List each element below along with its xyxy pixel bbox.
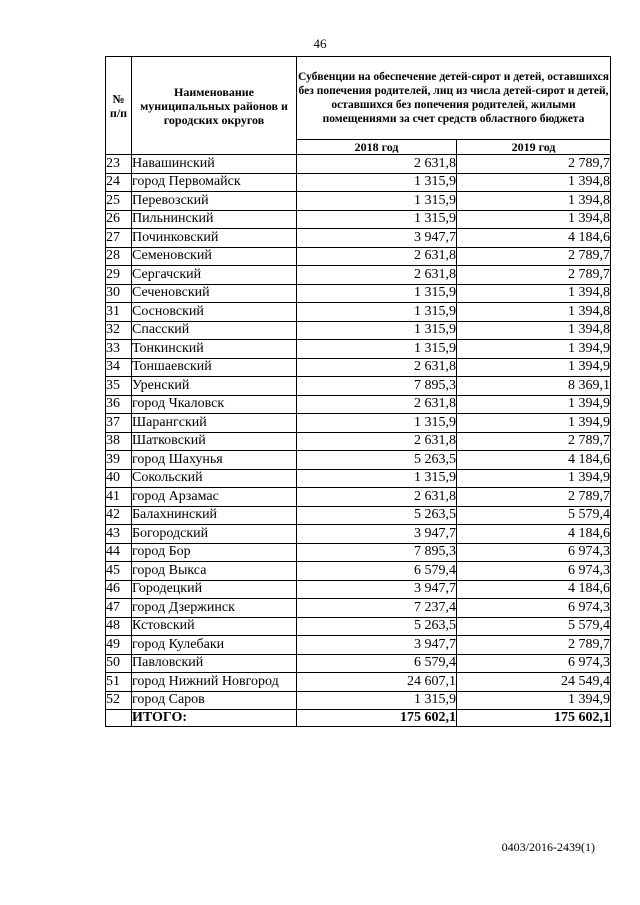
row-num: 23: [106, 155, 132, 174]
row-value-2018: 1 315,9: [297, 192, 457, 211]
row-num: 35: [106, 377, 132, 396]
table-row: [106, 358, 611, 377]
row-name: город Арзамас: [132, 488, 297, 507]
total-label: ИТОГО:: [132, 710, 297, 727]
row-num: 29: [106, 266, 132, 285]
row-value-2018: 3 947,7: [297, 636, 457, 655]
row-value-2019: 2 789,7: [457, 488, 611, 507]
row-name: город Шахунья: [132, 451, 297, 470]
row-name: Павловский: [132, 654, 297, 673]
header-year-2019: 2019 год: [457, 140, 611, 155]
table-row: [106, 155, 611, 174]
row-value-2019: 2 789,7: [457, 636, 611, 655]
row-value-2018: 1 315,9: [297, 173, 457, 192]
table-row: [106, 488, 611, 507]
row-num: 27: [106, 229, 132, 248]
row-value-2018: 1 315,9: [297, 210, 457, 229]
row-name: Сосновский: [132, 303, 297, 322]
row-name: город Кулебаки: [132, 636, 297, 655]
row-name: Городецкий: [132, 580, 297, 599]
row-value-2019: 1 394,8: [457, 284, 611, 303]
header-subsidy: Субвенции на обеспечение детей-сирот и детей, оставшихся без попечения родителей, лиц из числа детей-сирот и детей, оставшихся без попечения родителей, жилыми помещениями за счет средств областного бюджета: [297, 57, 611, 140]
row-name: Спасский: [132, 321, 297, 340]
row-value-2019: 5 579,4: [457, 617, 611, 636]
row-name: город Нижний Новгород: [132, 673, 297, 692]
row-name: Шатковский: [132, 432, 297, 451]
row-value-2019: 2 789,7: [457, 266, 611, 285]
row-value-2019: 1 394,9: [457, 395, 611, 414]
row-value-2018: 2 631,8: [297, 247, 457, 266]
row-num: 48: [106, 617, 132, 636]
table-row: [106, 617, 611, 636]
table-row: [106, 562, 611, 581]
row-value-2019: 2 789,7: [457, 432, 611, 451]
table-row: [106, 284, 611, 303]
table-row: [106, 432, 611, 451]
row-num: 36: [106, 395, 132, 414]
row-value-2019: 4 184,6: [457, 580, 611, 599]
row-value-2018: 3 947,7: [297, 229, 457, 248]
page-number: 46: [313, 36, 327, 51]
table-row: [106, 321, 611, 340]
row-num: 44: [106, 543, 132, 562]
row-num: 30: [106, 284, 132, 303]
row-name: Пильнинский: [132, 210, 297, 229]
table-row: [106, 395, 611, 414]
table-row: [106, 377, 611, 396]
row-value-2018: 1 315,9: [297, 469, 457, 488]
row-name: город Первомайск: [132, 173, 297, 192]
table-row: [106, 543, 611, 562]
row-value-2018: 7 895,3: [297, 543, 457, 562]
row-value-2019: 1 394,8: [457, 321, 611, 340]
row-num: 46: [106, 580, 132, 599]
row-num: 41: [106, 488, 132, 507]
row-value-2018: 3 947,7: [297, 525, 457, 544]
row-name: город Выкса: [132, 562, 297, 581]
row-value-2018: 2 631,8: [297, 358, 457, 377]
row-num: 50: [106, 654, 132, 673]
row-num: 39: [106, 451, 132, 470]
row-value-2019: 6 974,3: [457, 654, 611, 673]
row-num: 25: [106, 192, 132, 211]
row-value-2019: 1 394,9: [457, 358, 611, 377]
row-name: город Дзержинск: [132, 599, 297, 618]
row-value-2018: 6 579,4: [297, 654, 457, 673]
row-value-2019: 1 394,9: [457, 469, 611, 488]
table-row: [106, 229, 611, 248]
row-value-2019: 6 974,3: [457, 543, 611, 562]
table-row: [106, 506, 611, 525]
row-value-2018: 24 607,1: [297, 673, 457, 692]
row-num: 45: [106, 562, 132, 581]
row-value-2018: 1 315,9: [297, 303, 457, 322]
table-row: [106, 469, 611, 488]
row-num: 52: [106, 691, 132, 710]
table-row: [106, 580, 611, 599]
table-row: [106, 673, 611, 692]
row-name: Починковский: [132, 229, 297, 248]
row-value-2019: 6 974,3: [457, 599, 611, 618]
row-value-2019: 1 394,8: [457, 210, 611, 229]
table-row: [106, 525, 611, 544]
table-row: [106, 266, 611, 285]
row-value-2019: 24 549,4: [457, 673, 611, 692]
row-num: 33: [106, 340, 132, 359]
row-value-2018: 5 263,5: [297, 617, 457, 636]
row-value-2018: 2 631,8: [297, 155, 457, 174]
table-row: [106, 599, 611, 618]
row-value-2018: 2 631,8: [297, 395, 457, 414]
row-num: 51: [106, 673, 132, 692]
row-value-2018: 5 263,5: [297, 451, 457, 470]
row-name: город Бор: [132, 543, 297, 562]
table-row: [106, 414, 611, 433]
row-num: 43: [106, 525, 132, 544]
subsidy-table: [105, 56, 611, 727]
row-num: 49: [106, 636, 132, 655]
row-name: Сергачский: [132, 266, 297, 285]
row-num: 32: [106, 321, 132, 340]
table-row: [106, 636, 611, 655]
row-num: 31: [106, 303, 132, 322]
header-num: № п/п: [106, 57, 132, 155]
row-num: 37: [106, 414, 132, 433]
row-value-2018: 1 315,9: [297, 321, 457, 340]
total-2018: 175 602,1: [297, 710, 457, 727]
row-value-2019: 1 394,9: [457, 414, 611, 433]
table-row: [106, 210, 611, 229]
row-name: Навашинский: [132, 155, 297, 174]
row-value-2018: 1 315,9: [297, 691, 457, 710]
header-year-2018: 2018 год: [297, 140, 457, 155]
row-name: Тонкинский: [132, 340, 297, 359]
header-name: Наименование муниципальных районов и городских округов: [132, 57, 297, 155]
row-name: Перевозский: [132, 192, 297, 211]
row-value-2018: 3 947,7: [297, 580, 457, 599]
row-num: 40: [106, 469, 132, 488]
row-num: 26: [106, 210, 132, 229]
total-num-cell: [106, 710, 132, 727]
row-name: Сокольский: [132, 469, 297, 488]
row-num: 34: [106, 358, 132, 377]
row-value-2018: 1 315,9: [297, 414, 457, 433]
row-value-2019: 1 394,8: [457, 303, 611, 322]
row-value-2019: 4 184,6: [457, 229, 611, 248]
row-name: Шарангский: [132, 414, 297, 433]
row-value-2019: 6 974,3: [457, 562, 611, 581]
total-2019: 175 602,1: [457, 710, 611, 727]
table-row: [106, 247, 611, 266]
row-value-2018: 6 579,4: [297, 562, 457, 581]
row-num: 42: [106, 506, 132, 525]
row-value-2018: 2 631,8: [297, 432, 457, 451]
row-value-2019: 1 394,9: [457, 691, 611, 710]
row-num: 47: [106, 599, 132, 618]
row-value-2019: 4 184,6: [457, 525, 611, 544]
row-name: Уренский: [132, 377, 297, 396]
row-value-2018: 5 263,5: [297, 506, 457, 525]
table-row: [106, 654, 611, 673]
row-name: город Саров: [132, 691, 297, 710]
row-value-2019: 1 394,8: [457, 173, 611, 192]
row-num: 38: [106, 432, 132, 451]
row-value-2019: 4 184,6: [457, 451, 611, 470]
row-value-2018: 1 315,9: [297, 340, 457, 359]
row-name: Богородский: [132, 525, 297, 544]
table-row: [106, 451, 611, 470]
row-value-2019: 2 789,7: [457, 247, 611, 266]
table-row: [106, 173, 611, 192]
total-row: [106, 710, 611, 727]
row-value-2018: 2 631,8: [297, 266, 457, 285]
row-value-2019: 1 394,9: [457, 340, 611, 359]
row-value-2019: 2 789,7: [457, 155, 611, 174]
row-value-2018: 7 237,4: [297, 599, 457, 618]
row-value-2019: 5 579,4: [457, 506, 611, 525]
row-value-2019: 1 394,8: [457, 192, 611, 211]
row-num: 24: [106, 173, 132, 192]
table-row: [106, 192, 611, 211]
document-code: 0403/2016-2439(1): [501, 840, 595, 854]
row-num: 28: [106, 247, 132, 266]
table-row: [106, 340, 611, 359]
row-name: Кстовский: [132, 617, 297, 636]
row-name: Сеченовский: [132, 284, 297, 303]
row-name: Семеновский: [132, 247, 297, 266]
row-name: Тоншаевский: [132, 358, 297, 377]
row-value-2018: 2 631,8: [297, 488, 457, 507]
table-row: [106, 303, 611, 322]
row-name: город Чкаловск: [132, 395, 297, 414]
row-value-2019: 8 369,1: [457, 377, 611, 396]
table-body: [106, 155, 611, 710]
row-name: Балахнинский: [132, 506, 297, 525]
table-row: [106, 691, 611, 710]
row-value-2018: 7 895,3: [297, 377, 457, 396]
row-value-2018: 1 315,9: [297, 284, 457, 303]
